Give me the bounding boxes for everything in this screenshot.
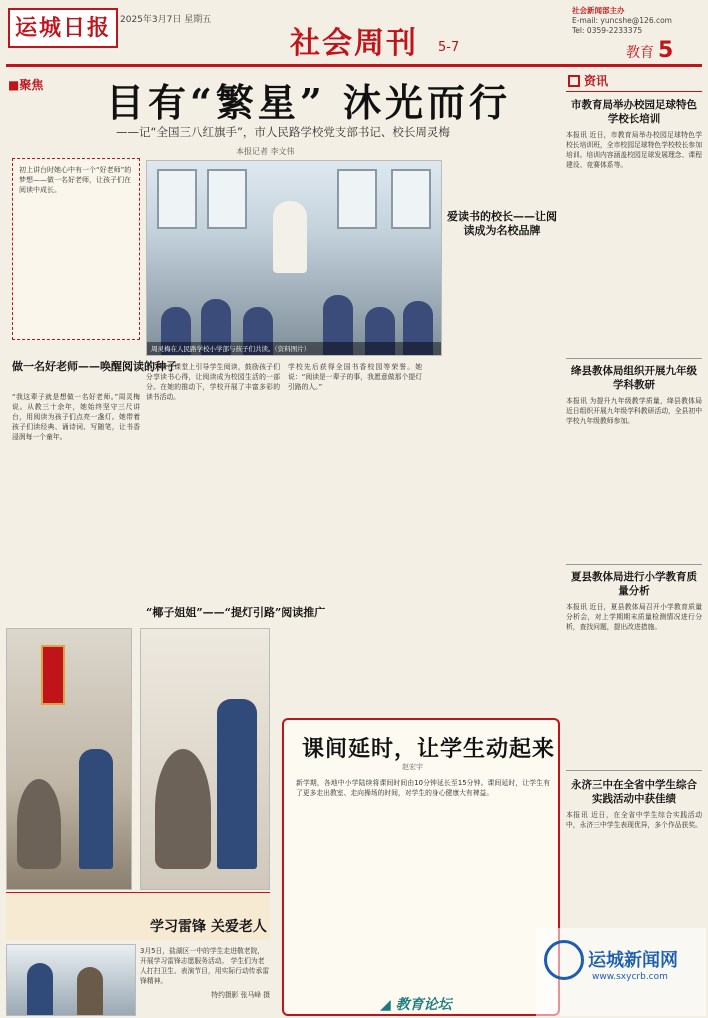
section3-title: 爱读书的校长——让阅读成为名校品牌 bbox=[447, 210, 557, 237]
student-figure bbox=[217, 699, 257, 869]
feature-byline: 本报记者 李文伟 bbox=[236, 147, 295, 156]
teacher-figure bbox=[273, 201, 307, 273]
section2-title: “椰子姐姐”——“提灯引路”阅读推广 bbox=[146, 606, 326, 619]
divider bbox=[566, 564, 702, 565]
news-body: 本报讯 近日，夏县教体局召开小学教育质量分析会，对上学期期末质量检测情况进行分析，查找问题，提出改进措施。 bbox=[566, 603, 702, 631]
forum-title[interactable]: 课间延时，让学生动起来 bbox=[302, 736, 556, 762]
contact-email[interactable]: E-mail: yuncshe@126.com bbox=[572, 16, 672, 25]
news-body: 本报讯 近日，市教育局举办校园足球特色学校长培训班，全市校园足球特色学校校长参加培训。培训内容涵盖校园足球发展理念、课程建设、竞赛体系等。 bbox=[566, 131, 702, 169]
news-headline[interactable]: 市教育局举办校园足球特色学校长培训 bbox=[571, 99, 697, 125]
caption-text: 3月5日，盐湖区一中的学生走进敬老院，开展学习雷锋志愿服务活动。 bbox=[140, 947, 265, 965]
news-icon bbox=[568, 75, 580, 87]
window-shape bbox=[157, 169, 197, 229]
contact-org: 社会新闻部主办 bbox=[572, 6, 625, 15]
watermark-url[interactable]: www.sxycrb.com bbox=[592, 972, 668, 982]
contact-tel: Tel: 0359-2233375 bbox=[572, 26, 643, 35]
article-column: 学校先后获得全国书香校园等荣誉。她说：“阅读是一辈子的事，我愿意做那个提灯引路的人。” bbox=[288, 363, 422, 391]
news-sidebar bbox=[566, 70, 702, 1016]
elder-figure bbox=[17, 779, 61, 869]
student-figure bbox=[77, 967, 103, 1016]
photo-caption: 周灵梅在人民路学校小学部与孩子们共读。（资料图片） bbox=[147, 342, 441, 355]
window-shape bbox=[391, 169, 431, 229]
elder-figure bbox=[155, 749, 211, 869]
article-column: 周灵梅在课堂上引导学生阅读，鼓励孩子们分享读书心得，让阅读成为校园生活的一部分。在她的推动下，学校开展了丰富多彩的读书活动。 bbox=[146, 363, 280, 401]
banner-shape bbox=[41, 645, 65, 705]
classroom-photo[interactable] bbox=[146, 160, 442, 356]
elder-care-photo[interactable] bbox=[140, 628, 270, 890]
section-dates: 5-7 bbox=[438, 40, 460, 55]
edition-label bbox=[626, 38, 673, 63]
window-shape bbox=[337, 169, 377, 229]
student-figure bbox=[79, 749, 113, 869]
forum-box bbox=[282, 718, 560, 1016]
small-photo-caption bbox=[140, 946, 270, 1000]
news-headline[interactable]: 永济三中在全省中学生综合实践活动中获佳绩 bbox=[571, 779, 697, 805]
student-figure bbox=[27, 963, 53, 1016]
sidebar-tag bbox=[566, 72, 702, 92]
divider bbox=[566, 770, 702, 771]
watermark-text: 运城新闻网 bbox=[588, 950, 678, 971]
forum-footer-label: 教育论坛 bbox=[395, 997, 452, 1013]
lead-paragraph: 初上讲台时她心中有一个“好老师”的梦想——做一名好老师，让孩子们在阅读中成长。 bbox=[12, 158, 140, 340]
edition-number: 5 bbox=[658, 38, 674, 63]
section1-title: 做一名好老师——唤醒阅读的种子 bbox=[12, 360, 177, 373]
news-headline[interactable]: 绛县教体局组织开展九年级学科教研 bbox=[571, 365, 697, 391]
focus-tag-label: 聚焦 bbox=[19, 78, 44, 92]
news-body: 本报讯 近日，在全省中学生综合实践活动中，永济三中学生表现优异，多个作品获奖。 bbox=[566, 811, 702, 829]
feature-article bbox=[6, 70, 561, 710]
header-rule bbox=[6, 64, 702, 67]
site-watermark bbox=[536, 928, 706, 1016]
caption-small: 学生们为老人打扫卫生、表演节目，用实际行动传承雷锋精神。 bbox=[140, 957, 270, 985]
feature-subtitle: ——记“全国三八红旗手”，市人民路学校党支部书记、校长周灵梅 bbox=[116, 125, 450, 139]
issue-date: 2025年3月7日 星期五 bbox=[120, 15, 212, 25]
photo-story-title: 学习雷锋 关爱老人 bbox=[150, 919, 267, 935]
contact-info bbox=[572, 6, 672, 36]
section-title: 社会周刊 bbox=[290, 26, 418, 61]
volunteer-photo[interactable] bbox=[6, 628, 132, 890]
sidebar-tag-label: 资讯 bbox=[584, 74, 609, 88]
edition-name: 教育 bbox=[626, 45, 654, 61]
newspaper-logo[interactable]: 运城日报 bbox=[8, 8, 118, 48]
focus-tag: ■聚焦 bbox=[8, 78, 44, 92]
window-shape bbox=[207, 169, 247, 229]
forum-byline: 赵宏宇 bbox=[402, 763, 423, 771]
divider bbox=[566, 358, 702, 359]
article-column: “我这辈子就是想做一名好老师。”周灵梅说。从教三十余年，她始终坚守三尺讲台，用阅读为孩子们点亮一盏灯。她带着孩子们读经典、诵诗词、写随笔，让书香浸润每一个童年。 bbox=[12, 393, 140, 441]
small-photo[interactable] bbox=[6, 944, 136, 1016]
watermark-logo-icon bbox=[544, 940, 584, 980]
news-headline[interactable]: 夏县教体局进行小学教育质量分析 bbox=[571, 571, 697, 597]
news-body: 本报讯 为提升九年级教学质量，绛县教体局近日组织开展九年级学科教研活动，全县初中学校九年级教师参加。 bbox=[566, 397, 702, 425]
forum-footer: ◢ 教育论坛 bbox=[380, 997, 452, 1013]
masthead bbox=[0, 0, 708, 68]
feature-headline[interactable]: 目有“繁星” 沐光而行 bbox=[106, 80, 511, 125]
photo-credit: 特约摄影 张马峰 摄 bbox=[211, 991, 270, 999]
forum-body: 新学期，各地中小学陆续将课间时间由10分钟延长至15分钟。课间延时，让学生有了更多走出教室、走向操场的时间，对学生的身心健康大有裨益。 bbox=[296, 779, 550, 797]
